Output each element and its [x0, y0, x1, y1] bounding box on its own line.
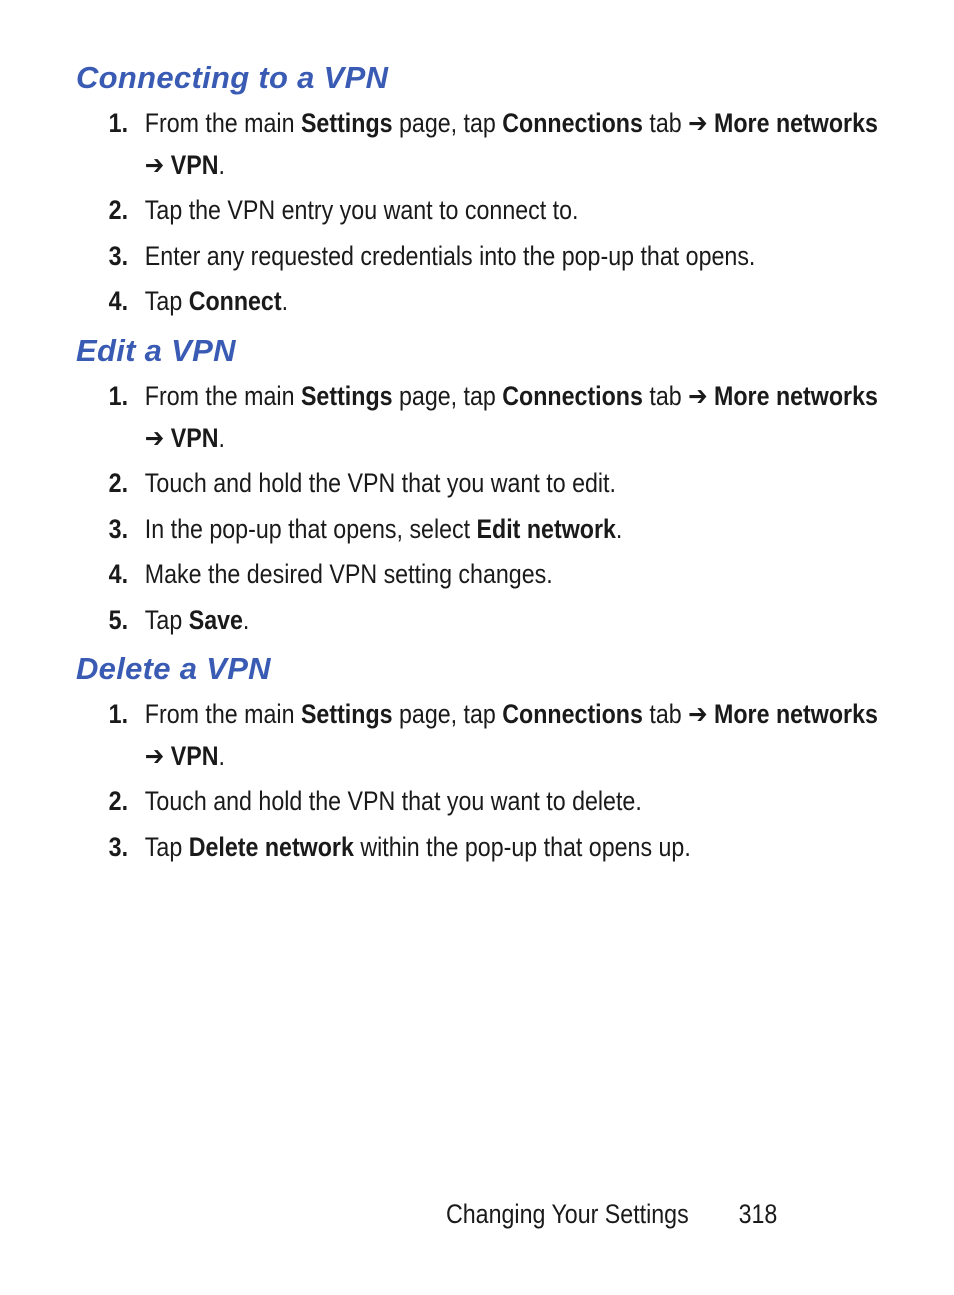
step-text: Tap [144, 831, 189, 862]
step-text: . [218, 740, 225, 771]
section-title: Connecting to a VPN [76, 60, 389, 95]
step-bold-text: Connections [502, 699, 643, 729]
step-text: Tap [144, 286, 189, 316]
page-number: 318 [738, 1199, 778, 1229]
list-item [76, 600, 902, 642]
page-footer [446, 1196, 777, 1232]
step-number: 4. [108, 286, 129, 316]
step-text: . [281, 286, 289, 316]
arrow-icon: ➔ [144, 149, 165, 180]
footer-section-name: Changing Your Settings [446, 1199, 689, 1229]
step-number: 3. [108, 513, 129, 544]
step-bold-text: Delete network [188, 831, 354, 862]
step-bold-text: Connections [502, 381, 643, 411]
arrow-icon: ➔ [688, 699, 708, 729]
step-text: From the main [144, 108, 301, 138]
step-text: tab [642, 699, 689, 729]
list-item [76, 103, 902, 186]
step-bold-text: Edit network [476, 513, 616, 544]
step-text: . [218, 422, 225, 453]
step-number: 2. [108, 195, 129, 225]
step-number: 5. [108, 604, 129, 635]
step-text: Enter any requested credentials into the pop-up that opens. [144, 240, 756, 271]
step-bold-text: VPN [170, 740, 219, 771]
step-bold-text: VPN [170, 422, 219, 453]
list-item [76, 554, 902, 596]
step-text: tab [642, 108, 689, 138]
step-text: Tap the VPN entry you want to connect to. [144, 195, 579, 225]
step-bold-text: More networks [714, 108, 878, 138]
step-bold-text: Save [188, 604, 243, 635]
step-text: Touch and hold the VPN that you want to delete. [144, 786, 642, 816]
list-item [76, 463, 902, 505]
arrow-icon: ➔ [688, 381, 708, 411]
step-text: Tap [144, 604, 189, 635]
step-bold-text: Connections [502, 108, 643, 138]
list-item [76, 190, 902, 232]
list-item [76, 376, 902, 459]
section-title: Edit a VPN [76, 333, 236, 368]
section-delete-vpn [76, 651, 876, 868]
section-connecting-vpn [76, 60, 876, 323]
step-text: page, tap [392, 381, 503, 411]
steps-list [76, 103, 876, 323]
list-item [76, 694, 902, 777]
step-text: In the pop-up that opens, select [144, 513, 477, 544]
step-number: 2. [108, 786, 129, 816]
step-text: within the pop-up that opens up. [353, 831, 691, 862]
step-text: From the main [144, 381, 301, 411]
step-bold-text: VPN [170, 149, 219, 180]
step-number: 1. [108, 108, 129, 138]
list-item [76, 827, 902, 869]
step-text: From the main [144, 699, 301, 729]
step-bold-text: More networks [714, 699, 878, 729]
step-text: . [242, 604, 250, 635]
step-bold-text: Settings [300, 699, 393, 729]
step-text: Make the desired VPN setting changes. [144, 559, 553, 589]
list-item [76, 509, 902, 551]
step-text: . [218, 149, 225, 180]
arrow-icon: ➔ [144, 422, 165, 453]
step-number: 1. [108, 381, 129, 411]
list-item [76, 236, 902, 278]
arrow-icon: ➔ [144, 740, 165, 771]
section-title: Delete a VPN [76, 651, 271, 686]
step-text: Touch and hold the VPN that you want to edit. [144, 468, 616, 498]
step-number: 2. [108, 468, 129, 498]
step-number: 4. [108, 559, 129, 589]
list-item [76, 781, 902, 823]
steps-list [76, 694, 876, 868]
step-number: 3. [108, 240, 129, 271]
step-text: . [615, 513, 623, 544]
step-text: page, tap [392, 699, 503, 729]
arrow-icon: ➔ [688, 108, 708, 138]
step-text: tab [642, 381, 689, 411]
step-text: page, tap [392, 108, 503, 138]
list-item [76, 281, 902, 323]
step-number: 3. [108, 831, 129, 862]
step-number: 1. [108, 699, 129, 729]
section-edit-vpn [76, 333, 876, 641]
step-bold-text: Settings [300, 108, 393, 138]
steps-list [76, 376, 876, 641]
step-bold-text: Connect [188, 286, 282, 316]
step-bold-text: More networks [714, 381, 878, 411]
step-bold-text: Settings [300, 381, 393, 411]
